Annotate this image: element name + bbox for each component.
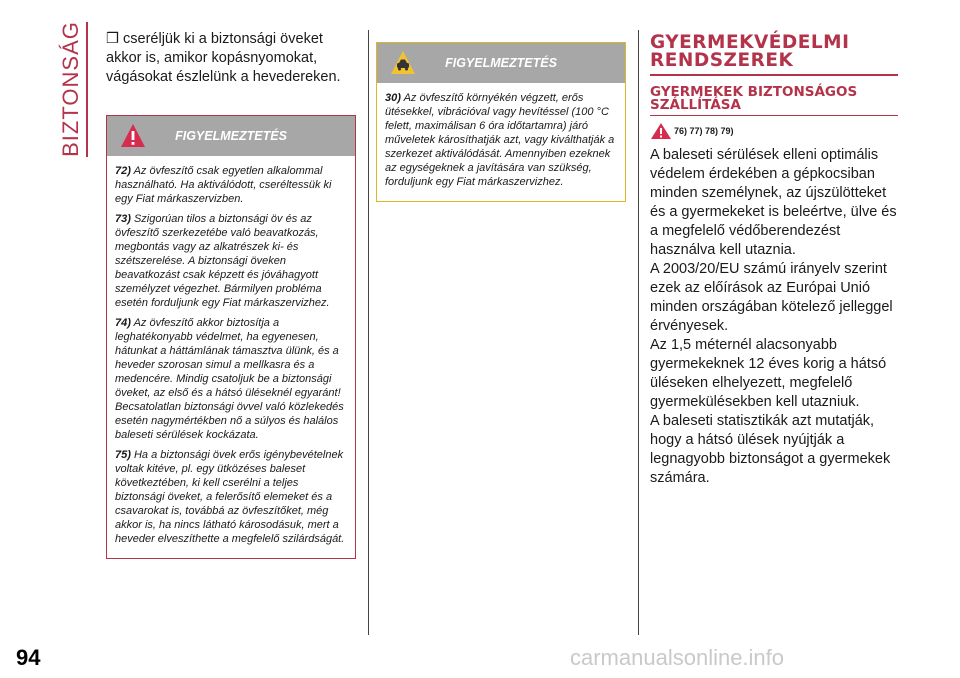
section-side-rule xyxy=(86,22,88,157)
warning-box-header xyxy=(377,43,625,83)
subheading-rule xyxy=(650,115,898,116)
subsection-heading: GYERMEKEK BIZTONSÁGOS SZÁLLÍTÁSA xyxy=(650,84,858,113)
warning-triangle-icon xyxy=(650,122,672,140)
warning-item: 72) Az övfeszítő csak egyetlen alkalommal használható. Ha aktiválódott, cseréltessük ki egy Fiat márkaszervizben. xyxy=(115,165,332,205)
column-divider xyxy=(638,30,639,635)
section-heading: GYERMEKVÉDELMI RENDSZEREK xyxy=(650,32,850,71)
reference-numbers: 76) 77) 78) 79) xyxy=(674,126,734,136)
car-warning-icon xyxy=(390,50,416,76)
warning-box-title: FIGYELMEZTETÉS xyxy=(445,56,557,70)
column-right xyxy=(650,34,900,488)
section-label-text: BIZTONSÁG xyxy=(58,21,83,157)
page-number: 94 xyxy=(16,645,41,670)
warning-box-header xyxy=(107,116,355,156)
warning-triangle-icon xyxy=(120,123,146,149)
warning-item: 30) Az övfeszítő környékén végzett, erős ütésekkel, vibrációval vagy hevítéssel (100 °C felett, maximálisan 6 óra időtartamra) járó műveletek károsíthatják azt, vagy kiválthatják a szerkezet aktiválódását. Amennyiben ezeknek az egységeknek a javítására van szükség, forduljunk egy Fiat márkaszervizhez. xyxy=(385,92,615,188)
warning-item: 74) Az övfeszítő akkor biztosítja a leghatékonyabb védelmet, ha egyenesen, hátunkat a háttámlának támasztva ülünk, és a heveder szorosan simul a mellkasra és a medencére. Mindig csatoljuk be a biztonsági öveket, az első és a hátsó üléseknél egyaránt! Becsatolatlan biztonsági övvel való közlekedés esetén nagymértékben nő a súlyos és halálos baleseti sérülések kockázata. xyxy=(115,317,344,441)
warning-item: 73) Szigorúan tilos a biztonsági öv és az övfeszítő szerkezetébe való beavatkozás, megbontás vagy az alkatrészek ki- és szétszerelése. A biztonsági öveken beavatkozást csak képzett és jóváhagyott személyzet végezhet. Bármilyen probléma esetén forduljunk egy Fiat márkaszervizhez. xyxy=(115,213,330,309)
body-paragraph: Az 1,5 méternél alacsonyabb gyermekeknek 12 éves korig a hátsó üléseken elhelyezett, megfelelő gyermekülésekben kell utazniuk. xyxy=(650,337,887,410)
body-paragraph: A baleseti sérülések elleni optimális védelem érdekében a gépkocsiban minden személynek, az újszülötteket és a gyermekeket is beleértve, ülve és a megfelelő védőberendezést használva kell utaznia. xyxy=(650,147,897,258)
column-left xyxy=(106,30,356,559)
reference-line xyxy=(650,122,900,140)
warning-box-pretensioner xyxy=(376,42,626,202)
warning-box-seatbelt xyxy=(106,115,356,559)
intro-paragraph: ❒ cseréljük ki a biztonsági öveket akkor is, amikor kopásnyomokat, vágásokat észlelünk a hevedereken. xyxy=(106,31,341,85)
warning-box-body xyxy=(377,83,625,201)
watermark-text: carmanualsonline.info xyxy=(570,645,785,670)
warning-box-body xyxy=(107,156,355,558)
body-paragraph: A 2003/20/EU számú irányelv szerint ezek az előírások az Európai Unió minden országában kötelező jelleggel érvényesek. xyxy=(650,261,893,334)
body-paragraph: A baleseti statisztikák azt mutatják, hogy a hátsó ülések nyújtják a legnagyobb biztonságot a gyermekek számára. xyxy=(650,413,891,486)
column-middle xyxy=(376,42,626,202)
heading-rule xyxy=(650,74,898,76)
warning-box-title: FIGYELMEZTETÉS xyxy=(175,129,287,143)
warning-item: 75) Ha a biztonsági övek erős igénybevételnek voltak kitéve, pl. egy ütközéses baleset következtében, ki kell cserélni a teljes biztonsági öveket, a felerősítő elemeket és a csavarokat is, továbbá az övfeszítőket, még akkor is, ha nincs látható károsodásuk, mert a heveder elveszíthette a megfelelő szilárdságát. xyxy=(115,449,345,545)
section-side-label xyxy=(56,22,86,156)
column-divider xyxy=(368,30,369,635)
